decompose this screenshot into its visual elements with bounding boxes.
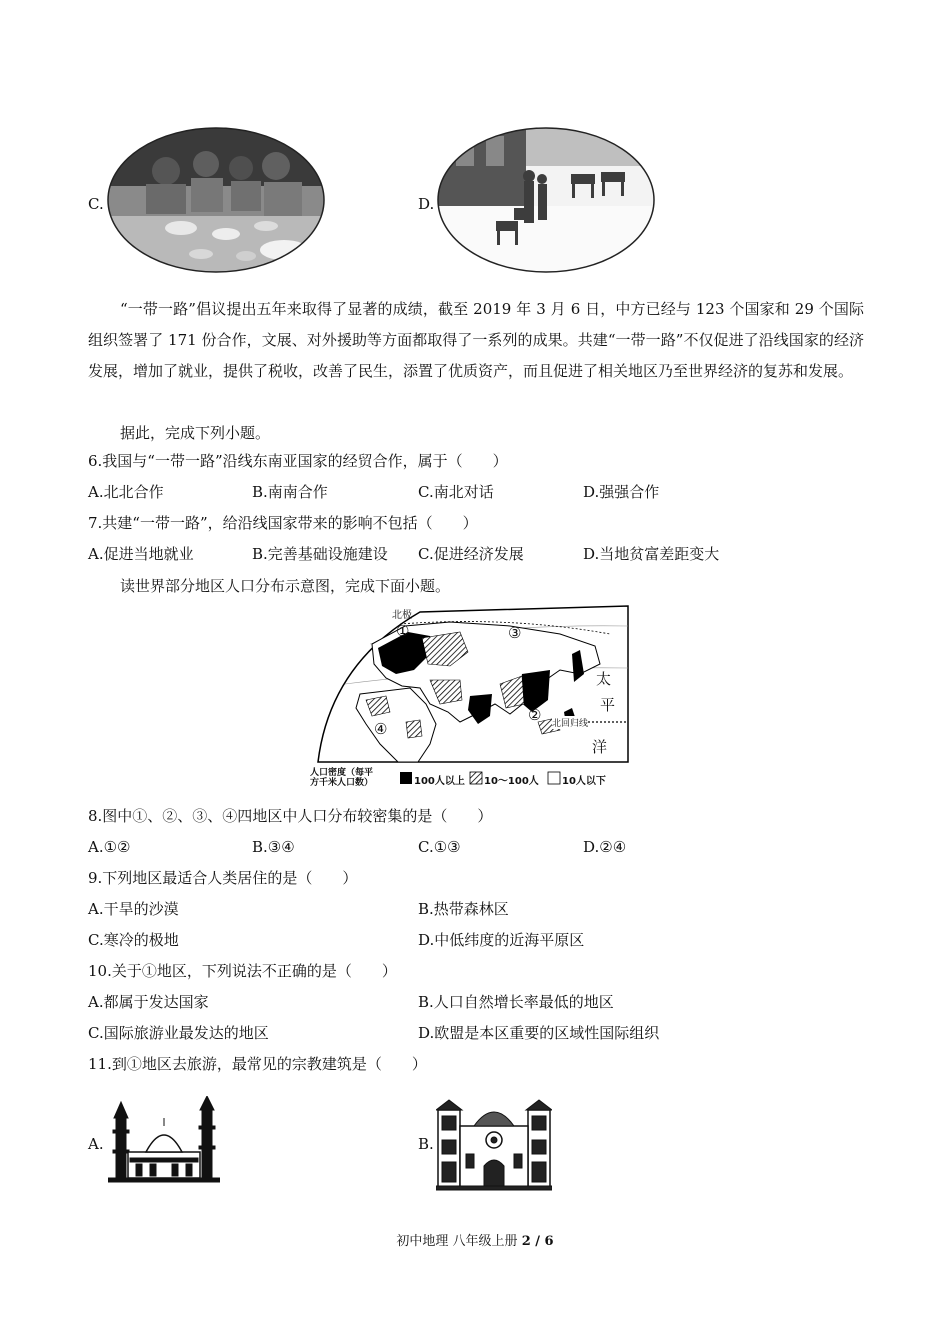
map-label-pacific-3: 洋 bbox=[592, 738, 608, 756]
q6-option-c[interactable]: C.南北对话 bbox=[418, 483, 494, 501]
q7-option-c[interactable]: C.促进经济发展 bbox=[418, 545, 524, 563]
q7-option-d[interactable]: D.当地贫富差距变大 bbox=[583, 545, 720, 563]
legend-title-line-1: 人口密度（每平 bbox=[310, 768, 374, 778]
map-label-tropic-of-cancer: 北回归线 bbox=[552, 716, 588, 729]
question-8-stem: 8.图中①、②、③、④四地区中人口分布较密集的是（ ） bbox=[88, 807, 493, 825]
passage-instruction: 据此，完成下列小题。 bbox=[120, 424, 271, 442]
option-d-label: D. bbox=[418, 195, 435, 213]
q9-option-d[interactable]: D.中低纬度的近海平原区 bbox=[418, 931, 585, 949]
q10-option-c[interactable]: C.国际旅游业最发达的地区 bbox=[88, 1024, 269, 1042]
map-intro: 读世界部分地区人口分布示意图，完成下面小题。 bbox=[120, 577, 451, 595]
legend-high-density: 100人以上 bbox=[414, 776, 465, 787]
q9-option-b[interactable]: B.热带森林区 bbox=[418, 900, 509, 918]
map-label-north-pole: 北极 bbox=[392, 610, 412, 621]
map-label-pacific-2: 平 bbox=[600, 696, 616, 714]
legend-title bbox=[310, 768, 373, 788]
q9-option-a[interactable]: A.干旱的沙漠 bbox=[88, 900, 179, 918]
q10-option-a[interactable]: A.都属于发达国家 bbox=[88, 993, 209, 1011]
map-label-pacific-1: 太 bbox=[596, 670, 612, 688]
photo-dining-scene bbox=[106, 126, 326, 278]
q7-option-a[interactable]: A.促进当地就业 bbox=[88, 545, 194, 563]
q6-option-d[interactable]: D.强强合作 bbox=[583, 483, 660, 501]
map-marker-4: ④ bbox=[374, 720, 388, 738]
q9-option-c[interactable]: C.寒冷的极地 bbox=[88, 931, 179, 949]
question-7-stem: 7.共建“一带一路”，给沿线国家带来的影响不包括（ ） bbox=[88, 514, 478, 532]
question-10-stem: 10.关于①地区，下列说法不正确的是（ ） bbox=[88, 962, 397, 980]
q11-option-b[interactable]: B. bbox=[418, 1135, 434, 1153]
q8-option-a[interactable]: A.①② bbox=[88, 838, 131, 856]
page-number: 2 / 6 bbox=[521, 1234, 554, 1249]
q10-option-b[interactable]: B.人口自然增长率最低的地区 bbox=[418, 993, 614, 1011]
question-9-stem: 9.下列地区最适合人类居住的是（ ） bbox=[88, 869, 358, 887]
mosque-illustration[interactable] bbox=[108, 1096, 220, 1190]
option-c-label: C. bbox=[88, 195, 104, 213]
passage-paragraph: “一带一路”倡议提出五年来取得了显著的成绩，截至 2019 年 3 月 6 日，中方已经与 123 个国家和 29 个国际组织签署了 171 份合作，文展、对外援助等方面都取得了一系列的成果。共建“一带一路”不仅促进了沿线国家的经济发展，增加了就业，提供了税收，改善了民生，添置了优质资产，而且促进了相关地区乃至世界经济的复苏和发展。 bbox=[88, 300, 864, 380]
q8-option-c[interactable]: C.①③ bbox=[418, 838, 461, 856]
photo-reindeer-sled bbox=[436, 126, 656, 278]
legend-mid-density: 10～100人 bbox=[484, 776, 539, 787]
question-6-stem: 6.我国与“一带一路”沿线东南亚国家的经贸合作，属于（ ） bbox=[88, 452, 508, 470]
question-11-stem: 11.到①地区去旅游，最常见的宗教建筑是（ ） bbox=[88, 1055, 427, 1073]
q11-option-a[interactable]: A. bbox=[88, 1135, 104, 1153]
legend-title-line-2: 方千米人口数） bbox=[310, 778, 374, 788]
page-footer bbox=[0, 1230, 950, 1249]
q8-option-b[interactable]: B.③④ bbox=[252, 838, 295, 856]
q6-option-b[interactable]: B.南南合作 bbox=[252, 483, 328, 501]
map-marker-2: ② bbox=[528, 706, 542, 724]
cathedral-illustration[interactable] bbox=[436, 1096, 552, 1196]
footer-text: 初中地理 八年级上册 bbox=[396, 1234, 522, 1249]
population-map bbox=[310, 604, 640, 792]
map-marker-1: ① bbox=[396, 622, 410, 640]
q7-option-b[interactable]: B.完善基础设施建设 bbox=[252, 545, 388, 563]
q10-option-d[interactable]: D.欧盟是本区重要的区域性国际组织 bbox=[418, 1024, 660, 1042]
legend-low-density: 10人以下 bbox=[562, 776, 606, 787]
map-marker-3: ③ bbox=[508, 624, 522, 642]
q8-option-d[interactable]: D.②④ bbox=[583, 838, 627, 856]
q6-option-a[interactable]: A.北北合作 bbox=[88, 483, 164, 501]
